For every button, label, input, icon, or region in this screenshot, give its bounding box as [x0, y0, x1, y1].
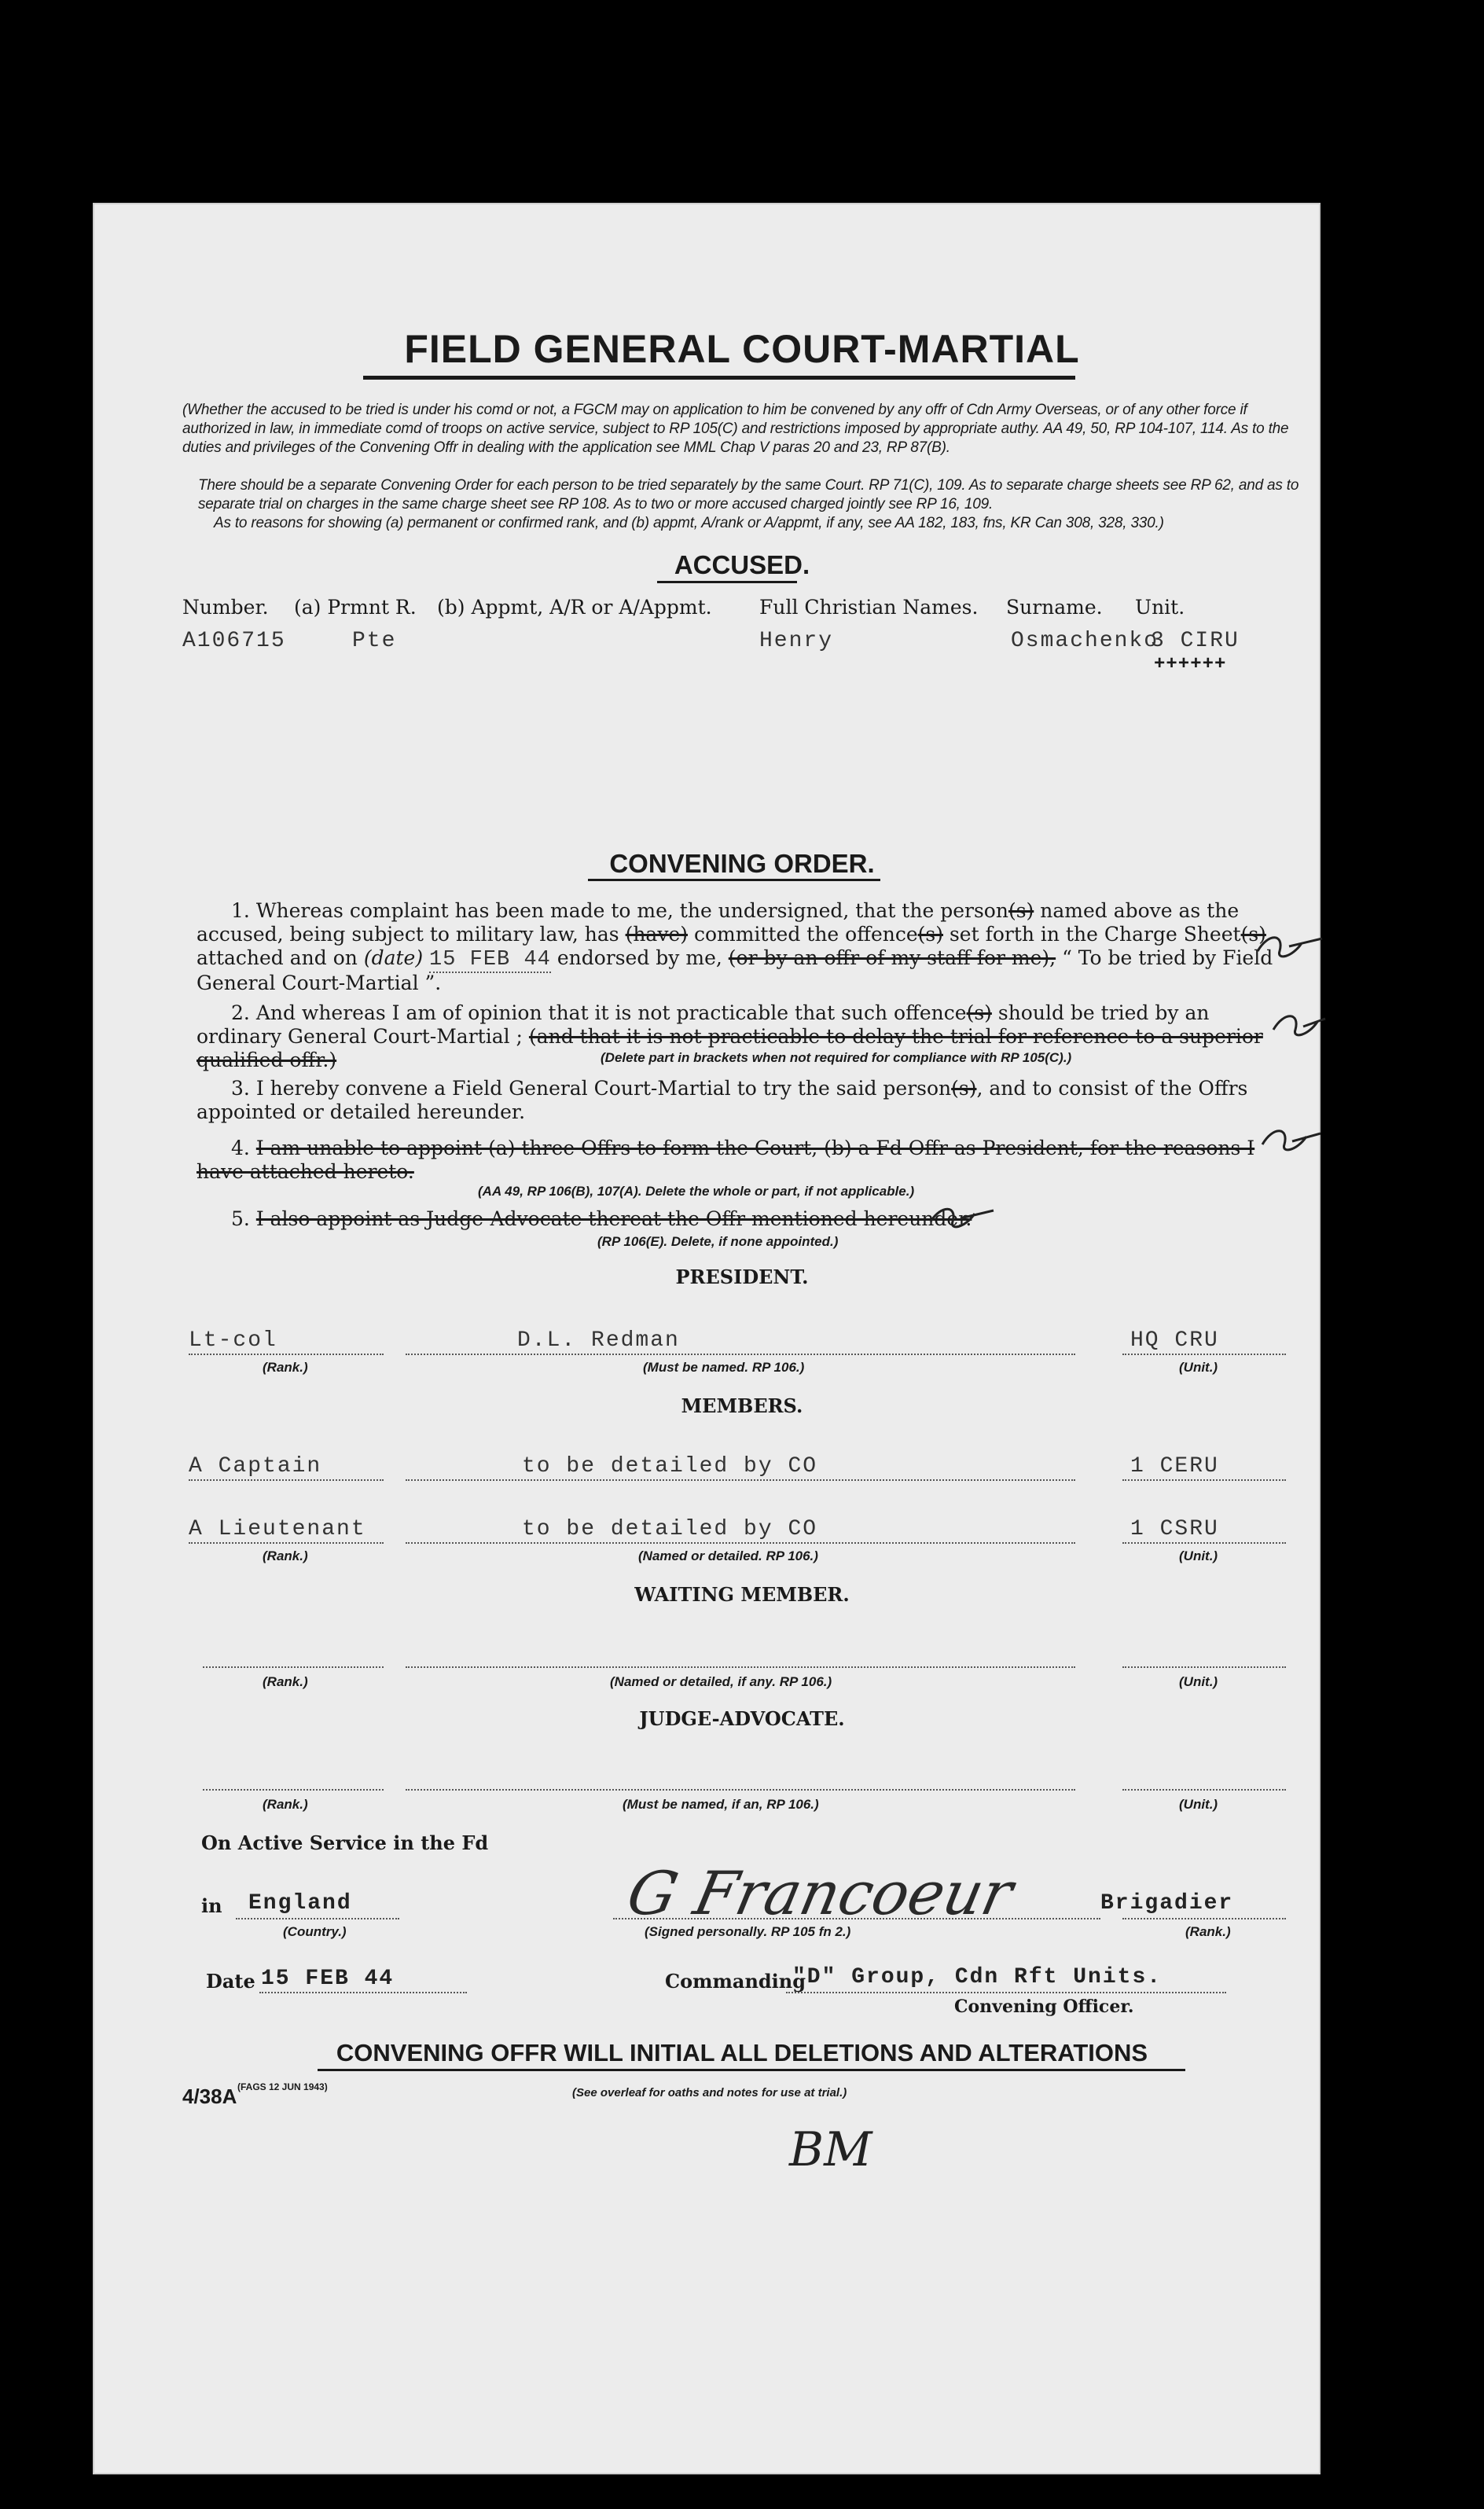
- intro-note-3: As to reasons for showing (a) permanent or confirmed rank, and (b) appmt, A/rank or A/appmt, if any, see AA 182, 183, fns, KR Can 308, 328, 330.): [214, 515, 1164, 531]
- members-unit-label: (Unit.): [1179, 1548, 1218, 1563]
- member-1-name: to be detailed by CO: [522, 1454, 818, 1479]
- member-2-name: to be detailed by CO: [522, 1517, 818, 1541]
- waiting-unit-label: (Unit.): [1179, 1674, 1218, 1689]
- accused-header-names: Full Christian Names.: [759, 596, 979, 619]
- judge-unit-line: [1122, 1789, 1286, 1791]
- president-name-line: [406, 1354, 1075, 1355]
- accused-heading-underline: [657, 581, 797, 583]
- waiting-rank-label: (Rank.): [263, 1674, 308, 1689]
- order-paragraph-4: 4. I am unable to appoint (a) three Offrs to form the Court, (b) a Fd Offr as President, for the reasons I have attached hereto.: [197, 1137, 1255, 1183]
- signed-date: 15 FEB 44: [261, 1967, 395, 1991]
- member-2-rank: A Lieutenant: [189, 1517, 366, 1541]
- accused-number: A106715: [182, 629, 286, 653]
- paragraph-2-note: (Delete part in brackets when not required for compliance with RP 105(C).): [601, 1050, 1072, 1065]
- president-heading: PRESIDENT.: [675, 1266, 809, 1288]
- commanding-label: Commanding: [665, 1970, 806, 1993]
- accused-surname: Osmachenko: [1011, 629, 1159, 653]
- signature-line: [613, 1918, 1100, 1919]
- judge-rank-label: (Rank.): [263, 1797, 308, 1812]
- initials-mark-1: [1253, 928, 1328, 965]
- member-1-unit-line: [1122, 1479, 1286, 1481]
- page-title: FIELD GENERAL COURT-MARTIAL: [404, 327, 1080, 371]
- initials-mark-2: [1269, 1006, 1328, 1044]
- order-paragraph-1: 1. Whereas complaint has been made to me, the undersigned, that the person(s) named above as the accused, being subject to military law, has (have) committed the offence(s) set forth in the Charge Sheet(s) attached and on (date) 15 FEB 44 endorsed by me, (or by an offr of my staff for me), “ To be tried by Field General Court-Martial ”.: [197, 899, 1273, 994]
- member-2-unit: 1 CSRU: [1130, 1517, 1219, 1541]
- waiting-name-label: (Named or detailed, if any. RP 106.): [610, 1674, 832, 1689]
- accused-heading: ACCUSED.: [674, 550, 810, 579]
- commanding-unit: "D" Group, Cdn Rft Units.: [792, 1965, 1163, 1989]
- member-1-rank-line: [189, 1479, 384, 1481]
- members-name-label: (Named or detailed. RP 106.): [638, 1548, 818, 1563]
- convening-officer-label: Convening Officer.: [954, 1997, 1134, 2017]
- accused-rank: Pte: [352, 629, 397, 653]
- convening-date-field: 15 FEB 44: [429, 948, 551, 972]
- country-value: England: [248, 1891, 352, 1916]
- president-rank: Lt-col: [189, 1328, 277, 1353]
- judge-name-line: [406, 1789, 1075, 1791]
- signatory-rank: Brigadier: [1100, 1891, 1234, 1916]
- order-paragraph-2: 2. And whereas I am of opinion that it is not practicable that such offence(s) should be tried by an ordinary General Court-Martial ; (and that it is not practicable to delay the trial for reference to a superior qualified offr.): [197, 1001, 1263, 1071]
- in-label: in: [201, 1894, 222, 1917]
- accused-header-unit: Unit.: [1135, 596, 1185, 619]
- date-label: Date: [206, 1970, 255, 1993]
- convening-offr-warning: CONVENING OFFR WILL INITIAL ALL DELETIONS AND ALTERATIONS: [336, 2039, 1148, 2066]
- president-rank-label: (Rank.): [263, 1360, 308, 1375]
- president-unit-label: (Unit.): [1179, 1360, 1218, 1375]
- member-2-rank-line: [189, 1542, 384, 1544]
- president-unit-line: [1122, 1354, 1286, 1355]
- paragraph-5-note: (RP 106(E). Delete, if none appointed.): [597, 1234, 839, 1249]
- members-rank-label: (Rank.): [263, 1548, 308, 1563]
- paragraph-4-note: (AA 49, RP 106(B), 107(A). Delete the whole or part, if not applicable.): [478, 1184, 915, 1199]
- title-underline: [363, 376, 1075, 380]
- member-1-unit: 1 CERU: [1130, 1454, 1219, 1479]
- accused-header-number: Number.: [182, 596, 269, 619]
- waiting-unit-line: [1122, 1666, 1286, 1668]
- intro-note-1: (Whether the accused to be tried is under his comd or not, a FGCM may on application to him be convened by any offr of Cdn Army Overseas, or of any other force if authorized in law, in immediate comd of troops on active service, subject to RP 105(C) and restrictions imposed by appropriate authy. AA 49, 50, RP 104-107, 114. As to the duties and privileges of the Convening Offr in dealing with the application see MML Chap V paras 20 and 23, RP 87(B).: [182, 402, 1289, 456]
- active-service-label: On Active Service in the Fd: [201, 1831, 489, 1854]
- signed-label: (Signed personally. RP 105 fn 2.): [645, 1924, 851, 1939]
- member-1-rank: A Captain: [189, 1454, 322, 1479]
- president-unit: HQ CRU: [1130, 1328, 1219, 1353]
- commanding-line: [786, 1992, 1226, 1993]
- judge-name-label: (Must be named, if an, RP 106.): [623, 1797, 819, 1812]
- accused-unit-mark: ++++++: [1154, 654, 1227, 675]
- accused-header-surname: Surname.: [1006, 596, 1103, 619]
- president-name: D.L. Redman: [517, 1328, 680, 1353]
- waiting-name-line: [406, 1666, 1075, 1668]
- members-heading: MEMBERS.: [681, 1394, 803, 1417]
- convening-officer-signature: G Francoeur: [621, 1858, 1019, 1928]
- country-label: (Country.): [283, 1924, 347, 1939]
- waiting-rank-line: [203, 1666, 384, 1668]
- waiting-member-heading: WAITING MEMBER.: [634, 1583, 850, 1606]
- judge-advocate-heading: JUDGE-ADVOCATE.: [639, 1707, 845, 1730]
- judge-unit-label: (Unit.): [1179, 1797, 1218, 1812]
- signatory-rank-label: (Rank.): [1185, 1924, 1231, 1939]
- form-sub-number: (FAGS 12 JUN 1943): [237, 2081, 328, 2092]
- warning-underline: [318, 2069, 1185, 2071]
- initials-mark-4: [926, 1199, 997, 1234]
- president-rank-line: [189, 1354, 384, 1355]
- convening-order-underline: [588, 879, 880, 881]
- country-line: [236, 1918, 399, 1919]
- reviewer-initials: BM: [789, 2122, 872, 2177]
- judge-rank-line: [203, 1789, 384, 1791]
- accused-names: Henry: [759, 629, 834, 653]
- form-number: 4/38A: [182, 2085, 237, 2108]
- accused-header-prmnt-rank: (a) Prmnt R.: [294, 596, 417, 619]
- order-paragraph-5: 5. I also appoint as Judge-Advocate thereat the Offr mentioned hereunder.: [231, 1207, 972, 1230]
- member-2-name-line: [406, 1542, 1075, 1544]
- intro-note-2: There should be a separate Convening Order for each person to be tried separately by the same Court. RP 71(C), 109. As to separate charge sheets see RP 62, and as to separate trial on charges in the same charge sheet see RP 108. As to two or more accused charged jointly see RP 16, 109.: [198, 477, 1299, 512]
- member-1-name-line: [406, 1479, 1075, 1481]
- accused-header-appmt: (b) Appmt, A/R or A/Appmt.: [437, 596, 712, 619]
- signed-date-line: [259, 1992, 467, 1993]
- member-2-unit-line: [1122, 1542, 1286, 1544]
- accused-unit: 3 CIRU: [1151, 629, 1240, 653]
- order-paragraph-3: 3. I hereby convene a Field General Court-Martial to try the said person(s), and to consist of the Offrs appointed or detailed hereunder.: [197, 1077, 1248, 1123]
- oaths-note: (See overleaf for oaths and notes for use at trial.): [572, 2086, 847, 2099]
- convening-order-heading: CONVENING ORDER.: [609, 849, 875, 878]
- signatory-rank-line: [1122, 1918, 1286, 1919]
- initials-mark-3: [1258, 1121, 1324, 1159]
- president-name-label: (Must be named. RP 106.): [643, 1360, 805, 1375]
